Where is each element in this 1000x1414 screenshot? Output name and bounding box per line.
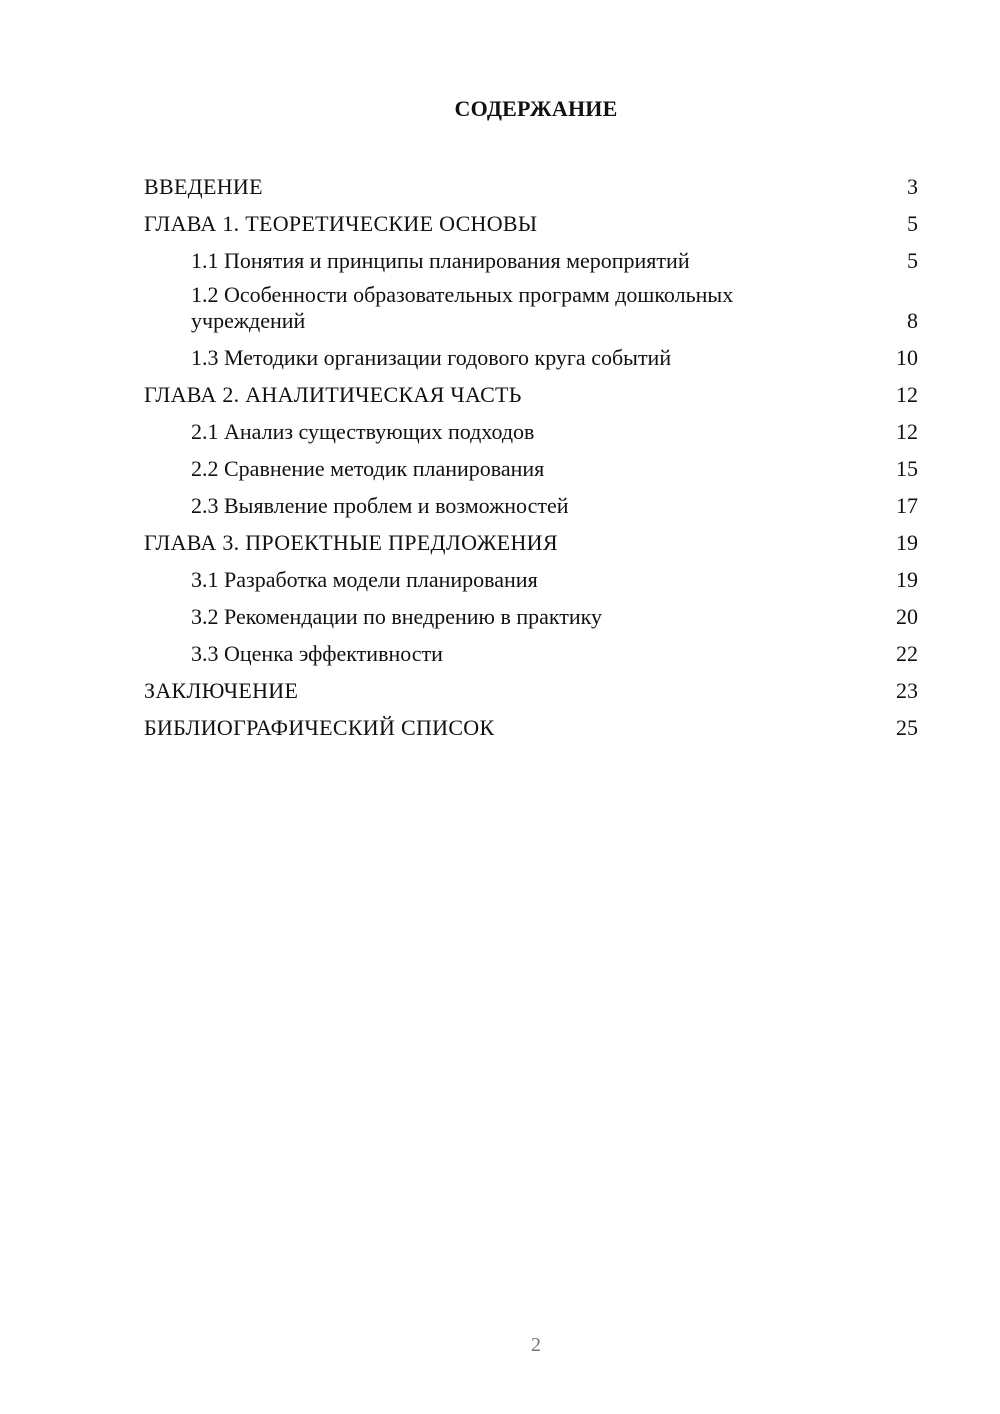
toc-entry-label: 2.3 Выявление проблем и возможностей [191, 493, 569, 518]
toc-entry-page: 5 [907, 247, 918, 273]
toc-entry-label: БИБЛИОГРАФИЧЕСКИЙ СПИСОК [144, 715, 495, 740]
toc-entry[interactable] [144, 636, 918, 673]
toc-entry-label: 1.3 Методики организации годового круга событий [191, 345, 672, 370]
toc-entry-page: 19 [896, 567, 918, 592]
toc-entry[interactable] [144, 242, 918, 279]
toc-entry-label: 1.1 Понятия и принципы планирования мероприятий [191, 247, 690, 273]
toc-entry-page: 15 [896, 456, 918, 481]
page-title: СОДЕРЖАНИЕ [454, 96, 618, 121]
toc-entry-label: ГЛАВА 2. АНАЛИТИЧЕСКАЯ ЧАСТЬ [144, 382, 522, 407]
toc-entry[interactable] [144, 599, 918, 636]
toc-entry[interactable] [144, 279, 918, 340]
toc-entry-label: 3.1 Разработка модели планирования [191, 567, 538, 592]
toc-entry-page: 19 [896, 530, 918, 555]
toc-entry-page: 12 [896, 419, 918, 444]
toc-entry[interactable] [144, 377, 918, 414]
toc-entry[interactable] [144, 205, 918, 242]
toc-entry-page: 12 [896, 382, 918, 407]
page-number: 2 [531, 1334, 541, 1356]
toc-entry[interactable] [144, 340, 918, 377]
toc-entry-label: 2.1 Анализ существующих подходов [191, 419, 535, 444]
toc-entry-label: ГЛАВА 1. ТЕОРЕТИЧЕСКИЕ ОСНОВЫ [144, 210, 538, 236]
toc-entry-page: 22 [896, 641, 918, 666]
toc-entry-page: 3 [907, 173, 918, 199]
toc-entry-page: 8 [907, 308, 918, 333]
toc-entry[interactable] [144, 414, 918, 451]
toc-entry-label: 3.2 Рекомендации по внедрению в практику [191, 604, 603, 629]
toc-entry-label: ВВЕДЕНИЕ [144, 173, 263, 199]
toc-entry-page: 23 [896, 678, 918, 703]
toc-entry-page: 20 [896, 604, 918, 629]
toc-entry-label: ГЛАВА 3. ПРОЕКТНЫЕ ПРЕДЛОЖЕНИЯ [144, 530, 558, 555]
toc-entry[interactable] [144, 673, 918, 710]
toc-entry[interactable] [144, 488, 918, 525]
toc-entry-page: 17 [896, 493, 918, 518]
toc-entry[interactable] [144, 451, 918, 488]
toc-entry[interactable] [144, 562, 918, 599]
toc-entry[interactable] [144, 710, 918, 747]
toc-entry-page: 25 [896, 715, 918, 740]
toc-entry-label: ЗАКЛЮЧЕНИЕ [144, 678, 299, 703]
toc-entry[interactable] [144, 168, 918, 205]
toc-entry-page: 5 [907, 210, 918, 236]
toc-entry-label: 1.2 Особенности образовательных программ дошкольных учреждений [191, 282, 734, 333]
table-of-contents [144, 168, 918, 747]
toc-entry-page: 10 [896, 345, 918, 370]
toc-entry[interactable] [144, 525, 918, 562]
toc-entry-label: 3.3 Оценка эффективности [191, 641, 443, 666]
toc-entry-label: 2.2 Сравнение методик планирования [191, 456, 545, 481]
